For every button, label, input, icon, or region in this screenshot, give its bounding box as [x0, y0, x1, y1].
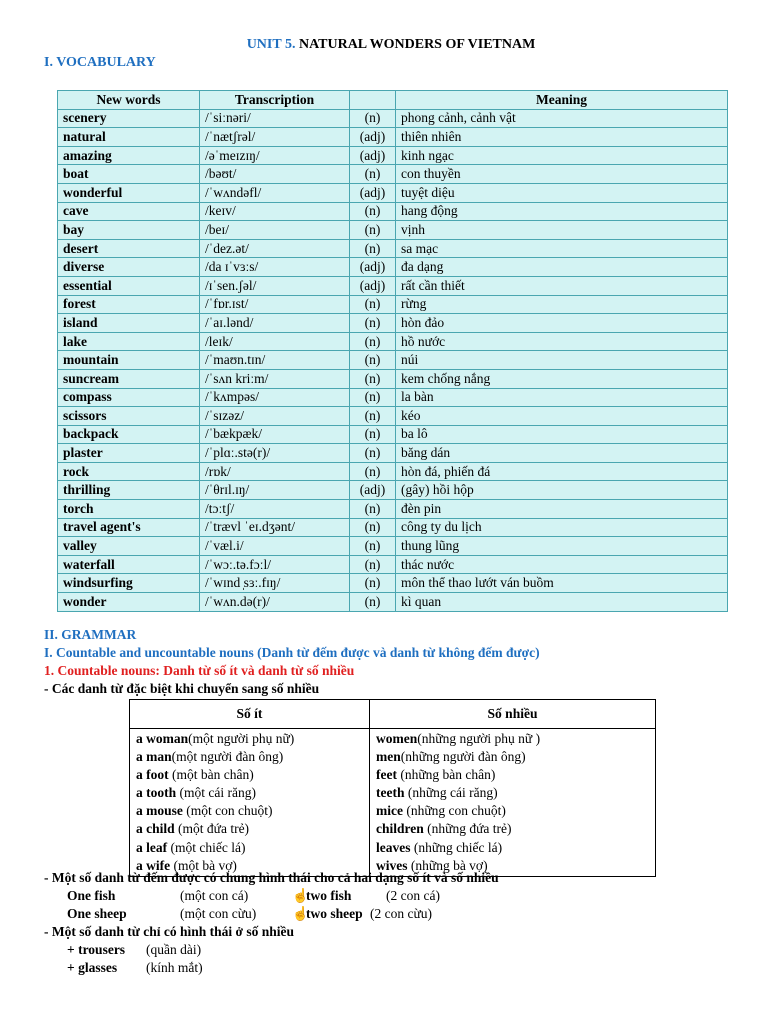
plural-only-word: + trousers: [67, 942, 126, 957]
vocab-word: wonder: [58, 593, 200, 612]
vocab-meaning: con thuyền: [396, 165, 728, 184]
plural-meaning: (những bàn chân): [396, 767, 496, 783]
vocab-part-of-speech: (n): [350, 444, 396, 463]
plural-entry: [376, 730, 649, 748]
vocab-meaning: ba lô: [396, 425, 728, 444]
vocab-transcription: /ˈsɪzəz/: [200, 407, 350, 426]
plural-only-meaning: (quần dài): [146, 942, 202, 957]
vocab-meaning: núi: [396, 351, 728, 370]
singular-entry: [136, 802, 363, 820]
plural-entry: [376, 820, 649, 838]
plural-meaning: (những bà vợ): [407, 857, 488, 873]
vocab-transcription: /ˈθrɪl.ɪŋ/: [200, 481, 350, 500]
vocab-word: forest: [58, 295, 200, 314]
vocab-meaning: hồ nước: [396, 332, 728, 351]
pointing-hand-icon: ☝: [292, 906, 309, 921]
vocabulary-row: [58, 332, 728, 351]
same-form-singular: One sheep: [67, 906, 127, 921]
vocabulary-row: [58, 165, 728, 184]
singular-meaning: (một người đàn ông): [171, 749, 284, 765]
vocab-meaning: rừng: [396, 295, 728, 314]
same-form-singular-meaning: (một con cá): [180, 888, 249, 903]
vocab-word: valley: [58, 537, 200, 556]
singular-entry: [136, 839, 363, 857]
vocabulary-row: [58, 314, 728, 333]
vocab-meaning: vịnh: [396, 221, 728, 240]
vocab-meaning: kéo: [396, 407, 728, 426]
same-form-plural-meaning: (2 con cừu): [370, 906, 433, 921]
singular-entry: [136, 820, 363, 838]
vocabulary-row: [58, 239, 728, 258]
plural-word: children: [376, 821, 424, 837]
vocab-meaning: tuyệt diệu: [396, 183, 728, 202]
plural-only-word: + glasses: [67, 960, 118, 975]
special-nouns-heading: - Các danh từ đặc biệt khi chuyển sang số nhiều: [44, 681, 320, 696]
vocab-part-of-speech: (n): [350, 555, 396, 574]
vocab-word: mountain: [58, 351, 200, 370]
singular-word: a woman: [136, 731, 189, 746]
vocab-part-of-speech: (n): [350, 388, 396, 407]
vocab-transcription: /ˈdez.ət/: [200, 239, 350, 258]
plural-word: men: [376, 749, 401, 765]
singular-word: a mouse: [136, 803, 183, 819]
vocab-part-of-speech: (n): [350, 165, 396, 184]
vocab-part-of-speech: (n): [350, 221, 396, 240]
vocab-transcription: /beɪ/: [200, 221, 350, 240]
vocabulary-header-row: [58, 91, 728, 110]
vocabulary-row: [58, 258, 728, 277]
vocab-word: bay: [58, 221, 200, 240]
vocab-transcription: /ˈsʌn kriːm/: [200, 369, 350, 388]
page-title: [0, 37, 768, 53]
same-form-singular: One fish: [67, 888, 116, 903]
vocab-transcription: /ɪˈsen.ʃəl/: [200, 276, 350, 295]
vocabulary-row: [58, 221, 728, 240]
vocab-part-of-speech: (n): [350, 425, 396, 444]
vocab-word: scissors: [58, 407, 200, 426]
vocabulary-row: [58, 202, 728, 221]
vocabulary-row: [58, 351, 728, 370]
vocab-word: cave: [58, 202, 200, 221]
vocab-part-of-speech: (n): [350, 462, 396, 481]
vocab-part-of-speech: (n): [350, 351, 396, 370]
unit-name: NATURAL WONDERS OF VIETNAM: [298, 37, 536, 52]
vocab-meaning: hòn đá, phiến đá: [396, 462, 728, 481]
vocab-meaning: rất cần thiết: [396, 276, 728, 295]
vocabulary-row: [58, 276, 728, 295]
vocab-meaning: hang động: [396, 202, 728, 221]
vocab-part-of-speech: (n): [350, 239, 396, 258]
vocab-meaning: kinh ngạc: [396, 146, 728, 165]
singular-meaning: (một chiếc lá): [167, 839, 246, 855]
vocab-part-of-speech: (n): [350, 574, 396, 593]
vocabulary-table: [57, 90, 728, 612]
vocabulary-row: [58, 444, 728, 463]
singular-meaning: (một bà vợ): [170, 857, 237, 873]
plural-word: wives: [376, 857, 408, 873]
vocab-word: natural: [58, 128, 200, 147]
vocabulary-heading: I. VOCABULARY: [44, 55, 156, 70]
vocab-meaning: băng dán: [396, 444, 728, 463]
singular-meaning: (một con chuột): [182, 803, 273, 819]
plural-entry: [376, 784, 649, 802]
vocab-word: windsurfing: [58, 574, 200, 593]
same-form-plural: two sheep: [306, 906, 363, 921]
singular-entry: [136, 784, 363, 802]
vocab-part-of-speech: (adj): [350, 128, 396, 147]
vocabulary-row: [58, 388, 728, 407]
vocab-meaning: hòn đảo: [396, 314, 728, 333]
vocab-word: wonderful: [58, 183, 200, 202]
vocabulary-row: [58, 369, 728, 388]
vocabulary-row: [58, 407, 728, 426]
vocab-meaning: kem chống nắng: [396, 369, 728, 388]
vocab-transcription: /ˈsiːnəri/: [200, 109, 350, 128]
same-form-plural: two fish: [306, 888, 352, 903]
vocab-word: rock: [58, 462, 200, 481]
vocab-word: essential: [58, 276, 200, 295]
singular-meaning: (một người phụ nữ): [188, 731, 295, 746]
vocab-transcription: /ˈmaʊn.tɪn/: [200, 351, 350, 370]
vocab-transcription: /əˈmeɪzɪŋ/: [200, 146, 350, 165]
plural-meaning: (những người đàn ông): [400, 749, 526, 765]
header-plural: Số nhiều: [370, 700, 656, 729]
header-meaning: Meaning: [396, 91, 728, 110]
vocab-word: suncream: [58, 369, 200, 388]
singular-entry: [136, 766, 363, 784]
singular-word: a leaf: [136, 839, 168, 855]
singular-entry: [136, 730, 363, 748]
vocab-transcription: /ˈwʌndəfl/: [200, 183, 350, 202]
vocab-word: boat: [58, 165, 200, 184]
vocab-word: travel agent's: [58, 518, 200, 537]
vocab-word: scenery: [58, 109, 200, 128]
vocab-meaning: phong cảnh, cảnh vật: [396, 109, 728, 128]
vocabulary-row: [58, 462, 728, 481]
vocab-part-of-speech: (adj): [350, 183, 396, 202]
singular-word: a foot: [136, 767, 169, 783]
vocab-transcription: /ˈplɑː.stə(r)/: [200, 444, 350, 463]
plural-entry: [376, 802, 649, 820]
vocab-transcription: /ˈaɪ.lənd/: [200, 314, 350, 333]
grammar-subheading-singular-plural: 1. Countable nouns: Danh từ số ít và danh từ số nhiều: [44, 663, 355, 678]
vocabulary-row: [58, 109, 728, 128]
vocabulary-row: [58, 146, 728, 165]
vocab-meaning: thung lũng: [396, 537, 728, 556]
plural-only-meaning: (kính mắt): [146, 960, 203, 975]
plural-entry: [376, 748, 649, 766]
singular-column: [130, 729, 370, 877]
vocab-transcription: /leɪk/: [200, 332, 350, 351]
plural-nouns-table: [129, 699, 656, 877]
plural-meaning: (những người phụ nữ ): [417, 731, 541, 746]
pointing-hand-icon: ☝: [292, 888, 309, 903]
vocab-transcription: /ˈvæl.i/: [200, 537, 350, 556]
plural-meaning: (những cái răng): [404, 785, 498, 801]
vocabulary-row: [58, 500, 728, 519]
vocab-part-of-speech: (n): [350, 593, 396, 612]
vocabulary-row: [58, 481, 728, 500]
vocabulary-row: [58, 518, 728, 537]
vocab-part-of-speech: (adj): [350, 146, 396, 165]
vocabulary-row: [58, 574, 728, 593]
vocab-transcription: /ˈfɒr.ɪst/: [200, 295, 350, 314]
grammar-subheading-countable: I. Countable and uncountable nouns (Danh từ đếm được và danh từ không đếm được): [44, 645, 540, 660]
vocab-transcription: /ˈtrævl ˈeɪ.dʒənt/: [200, 518, 350, 537]
vocab-word: island: [58, 314, 200, 333]
vocab-part-of-speech: (n): [350, 109, 396, 128]
vocabulary-row: [58, 593, 728, 612]
vocab-part-of-speech: (n): [350, 407, 396, 426]
vocab-word: lake: [58, 332, 200, 351]
vocab-transcription: /keɪv/: [200, 202, 350, 221]
singular-word: a wife: [136, 857, 171, 873]
singular-word: a tooth: [136, 785, 177, 801]
vocab-meaning: la bàn: [396, 388, 728, 407]
plural-column: [370, 729, 656, 877]
same-form-plural-meaning: (2 con cá): [386, 888, 440, 903]
vocab-transcription: /ˈnætʃrəl/: [200, 128, 350, 147]
vocabulary-row: [58, 128, 728, 147]
vocab-word: thrilling: [58, 481, 200, 500]
vocab-meaning: môn thể thao lướt ván buồm: [396, 574, 728, 593]
singular-meaning: (một bàn chân): [168, 767, 254, 783]
vocab-meaning: công ty du lịch: [396, 518, 728, 537]
vocab-word: desert: [58, 239, 200, 258]
vocab-meaning: kì quan: [396, 593, 728, 612]
plural-word: women: [376, 731, 418, 746]
vocabulary-row: [58, 555, 728, 574]
plural-entry: [376, 839, 649, 857]
header-part-of-speech: [350, 91, 396, 110]
plural-word: feet: [376, 767, 397, 783]
unit-label: UNIT 5.: [246, 37, 296, 52]
vocab-part-of-speech: (n): [350, 314, 396, 333]
vocab-part-of-speech: (n): [350, 518, 396, 537]
vocab-transcription: /ˈwɪnd ̩sɜː.fɪŋ/: [200, 574, 350, 593]
vocab-part-of-speech: (n): [350, 202, 396, 221]
vocab-transcription: /ˈkʌmpəs/: [200, 388, 350, 407]
vocabulary-row: [58, 295, 728, 314]
singular-meaning: (một đứa trẻ): [174, 821, 250, 837]
header-singular: Số ít: [130, 700, 370, 729]
vocab-word: plaster: [58, 444, 200, 463]
vocab-transcription: /bəʊt/: [200, 165, 350, 184]
vocab-part-of-speech: (adj): [350, 258, 396, 277]
vocab-word: torch: [58, 500, 200, 519]
vocab-part-of-speech: (n): [350, 369, 396, 388]
plural-only-heading: - Một số danh từ chỉ có hình thái ở số nhiều: [44, 924, 295, 939]
vocabulary-row: [58, 183, 728, 202]
vocab-word: waterfall: [58, 555, 200, 574]
plural-meaning: (những con chuột): [402, 803, 506, 819]
vocab-word: diverse: [58, 258, 200, 277]
vocab-meaning: thác nước: [396, 555, 728, 574]
plural-word: mice: [376, 803, 403, 819]
vocab-part-of-speech: (adj): [350, 276, 396, 295]
vocab-transcription: /ˈbækpæk/: [200, 425, 350, 444]
plural-meaning: (những chiếc lá): [410, 839, 503, 855]
vocabulary-row: [58, 425, 728, 444]
vocab-meaning: (gây) hồi hộp: [396, 481, 728, 500]
singular-meaning: (một cái răng): [176, 785, 256, 801]
grammar-heading: II. GRAMMAR: [44, 627, 137, 642]
vocab-part-of-speech: (adj): [350, 481, 396, 500]
vocab-word: amazing: [58, 146, 200, 165]
singular-entry: [136, 748, 363, 766]
vocab-transcription: /ˈwɔː.tə.fɔːl/: [200, 555, 350, 574]
vocab-meaning: đèn pin: [396, 500, 728, 519]
header-new-words: New words: [58, 91, 200, 110]
plural-entry: [376, 766, 649, 784]
vocab-part-of-speech: (n): [350, 537, 396, 556]
vocab-meaning: đa dạng: [396, 258, 728, 277]
vocab-word: compass: [58, 388, 200, 407]
vocab-transcription: /tɔːtʃ/: [200, 500, 350, 519]
vocabulary-row: [58, 537, 728, 556]
vocab-part-of-speech: (n): [350, 332, 396, 351]
singular-word: a man: [136, 749, 172, 765]
vocab-word: backpack: [58, 425, 200, 444]
plural-meaning: (những đứa trẻ): [423, 821, 512, 837]
vocab-meaning: thiên nhiên: [396, 128, 728, 147]
same-form-singular-meaning: (một con cừu): [180, 906, 257, 921]
vocab-transcription: /da ɪˈvɜːs/: [200, 258, 350, 277]
vocab-transcription: /ˈwʌn.də(r)/: [200, 593, 350, 612]
same-form-heading: - Một số danh từ đếm được có chung hình thái cho cả hai dạng số ít và số nhiều: [44, 870, 499, 885]
header-transcription: Transcription: [200, 91, 350, 110]
plural-word: teeth: [376, 785, 405, 801]
plural-word: leaves: [376, 839, 411, 855]
vocab-transcription: /rɒk/: [200, 462, 350, 481]
singular-word: a child: [136, 821, 175, 837]
vocab-part-of-speech: (n): [350, 295, 396, 314]
vocab-part-of-speech: (n): [350, 500, 396, 519]
vocab-meaning: sa mạc: [396, 239, 728, 258]
